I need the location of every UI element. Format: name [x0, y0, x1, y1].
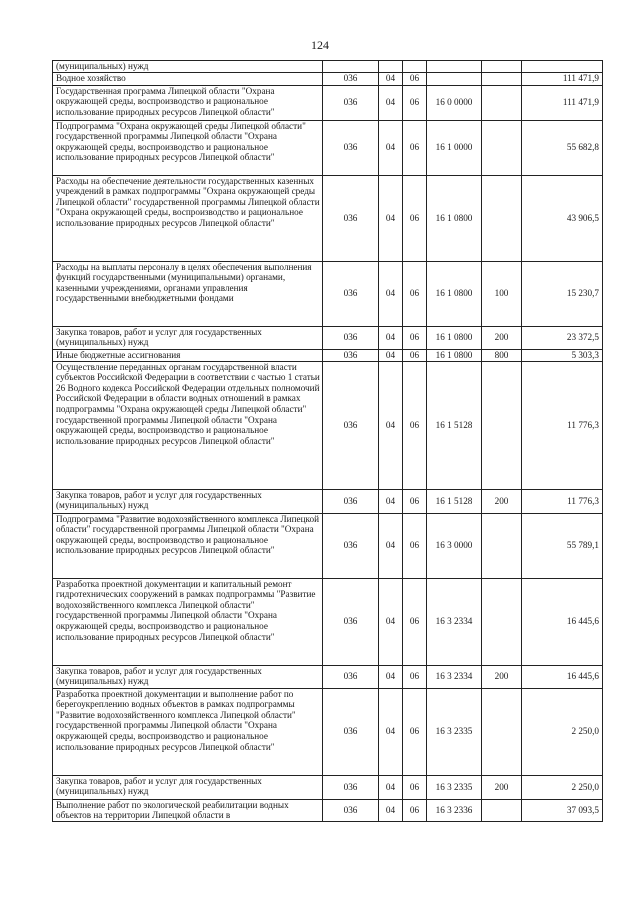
cell-ved: 036	[323, 665, 379, 688]
cell-expense-type: 800	[482, 349, 522, 361]
cell-target-article: 16 3 2335	[427, 775, 482, 799]
cell-amount: 55 789,1	[522, 513, 603, 578]
table-row	[53, 261, 603, 326]
cell-expense-type	[482, 120, 522, 175]
table-row	[53, 665, 603, 688]
table-row	[53, 175, 603, 261]
cell-name: Разработка проектной документации и капитальный ремонт гидротехнических сооружений в рамках подпрограммы "Развитие водохозяйственного комплекса Липецкой области" государственной программы Липецкой области "Охрана окружающей среды, воспроизводство и рациональное использование природных ресурсов Липецкой области"	[53, 578, 323, 665]
cell-subsection: 06	[403, 361, 427, 489]
cell-section: 04	[379, 513, 403, 578]
cell-amount: 111 471,9	[522, 85, 603, 120]
cell-section: 04	[379, 489, 403, 513]
cell-ved: 036	[323, 513, 379, 578]
cell-amount: 11 776,3	[522, 361, 603, 489]
cell-amount: 16 445,6	[522, 578, 603, 665]
cell-target-article: 16 3 2334	[427, 665, 482, 688]
cell-expense-type	[482, 85, 522, 120]
cell-target-article	[427, 61, 482, 73]
cell-section: 04	[379, 326, 403, 349]
cell-section: 04	[379, 72, 403, 85]
cell-subsection: 06	[403, 578, 427, 665]
cell-ved: 036	[323, 688, 379, 775]
cell-subsection: 06	[403, 85, 427, 120]
cell-ved: 036	[323, 775, 379, 799]
cell-section: 04	[379, 799, 403, 821]
cell-amount: 11 776,3	[522, 489, 603, 513]
table-row	[53, 61, 603, 73]
cell-amount: 37 093,5	[522, 799, 603, 821]
table-row	[53, 688, 603, 775]
cell-target-article: 16 1 5128	[427, 489, 482, 513]
cell-expense-type: 200	[482, 775, 522, 799]
cell-name: Закупка товаров, работ и услуг для государственных (муниципальных) нужд	[53, 775, 323, 799]
cell-expense-type	[482, 175, 522, 261]
cell-subsection: 06	[403, 72, 427, 85]
table-row	[53, 489, 603, 513]
cell-name: Подпрограмма "Развитие водохозяйственного комплекса Липецкой области" государственной программы Липецкой области "Охрана окружающей среды, воспроизводство и рациональное использование природных ресурсов Липецкой области"	[53, 513, 323, 578]
cell-expense-type	[482, 361, 522, 489]
cell-target-article: 16 1 0800	[427, 175, 482, 261]
cell-ved: 036	[323, 175, 379, 261]
cell-section: 04	[379, 775, 403, 799]
cell-name: Закупка товаров, работ и услуг для государственных (муниципальных) нужд	[53, 489, 323, 513]
cell-expense-type: 200	[482, 665, 522, 688]
table-row	[53, 120, 603, 175]
cell-subsection: 06	[403, 175, 427, 261]
cell-amount: 55 682,8	[522, 120, 603, 175]
cell-name: (муниципальных) нужд	[53, 61, 323, 73]
cell-ved: 036	[323, 349, 379, 361]
cell-ved: 036	[323, 120, 379, 175]
cell-ved: 036	[323, 85, 379, 120]
cell-target-article: 16 3 2336	[427, 799, 482, 821]
cell-section: 04	[379, 665, 403, 688]
cell-name: Расходы на обеспечение деятельности государственных казенных учреждений в рамках подпрограммы "Охрана окружающей среды Липецкой области" государственной программы Липецкой области "Охрана окружающей среды, воспроизводство и рациональное использование природных ресурсов Липецкой области"	[53, 175, 323, 261]
cell-target-article: 16 3 2335	[427, 688, 482, 775]
cell-name: Осуществление переданных органам государственной власти субъектов Российской Федерации в соответствии с частью 1 статьи 26 Водного кодекса Российской Федерации отдельных полномочий Российской Федерации в области водных отношений в рамках подпрограммы "Охрана окружающей среды Липецкой области" государственной программы Липецкой области "Охрана окружающей среды, воспроизводство и рациональное использование природных ресурсов Липецкой области"	[53, 361, 323, 489]
budget-table	[52, 60, 603, 822]
cell-section: 04	[379, 688, 403, 775]
cell-name: Водное хозяйство	[53, 72, 323, 85]
cell-section: 04	[379, 175, 403, 261]
cell-amount: 2 250,0	[522, 688, 603, 775]
cell-target-article: 16 3 2334	[427, 578, 482, 665]
cell-name: Разработка проектной документации и выполнение работ по берегоукреплению водных объектов в рамках подпрограммы "Развитие водохозяйственного комплекса Липецкой области" государственной программы Липецкой области "Охрана окружающей среды, воспроизводство и рациональное использование природных ресурсов Липецкой области"	[53, 688, 323, 775]
cell-subsection: 06	[403, 513, 427, 578]
cell-target-article: 16 1 0800	[427, 326, 482, 349]
cell-expense-type	[482, 61, 522, 73]
cell-section: 04	[379, 120, 403, 175]
cell-name: Закупка товаров, работ и услуг для государственных (муниципальных) нужд	[53, 665, 323, 688]
cell-amount: 2 250,0	[522, 775, 603, 799]
cell-target-article: 16 1 0000	[427, 120, 482, 175]
cell-subsection: 06	[403, 688, 427, 775]
cell-ved	[323, 61, 379, 73]
cell-target-article: 16 1 0800	[427, 261, 482, 326]
cell-ved: 036	[323, 72, 379, 85]
cell-amount	[522, 61, 603, 73]
cell-subsection: 06	[403, 489, 427, 513]
table-row	[53, 85, 603, 120]
cell-name: Подпрограмма "Охрана окружающей среды Липецкой области" государственной программы Липецкой области "Охрана окружающей среды, воспроизводство и рациональное использование природных ресурсов Липецкой области"	[53, 120, 323, 175]
cell-subsection: 06	[403, 326, 427, 349]
table-row	[53, 349, 603, 361]
budget-table-body	[53, 61, 603, 822]
page-number: 124	[311, 38, 329, 52]
table-row	[53, 72, 603, 85]
table-row	[53, 775, 603, 799]
cell-expense-type	[482, 578, 522, 665]
cell-expense-type	[482, 799, 522, 821]
cell-expense-type	[482, 513, 522, 578]
cell-name: Закупка товаров, работ и услуг для государственных (муниципальных) нужд	[53, 326, 323, 349]
cell-subsection: 06	[403, 261, 427, 326]
cell-section: 04	[379, 85, 403, 120]
cell-expense-type: 100	[482, 261, 522, 326]
cell-amount: 23 372,5	[522, 326, 603, 349]
cell-amount: 15 230,7	[522, 261, 603, 326]
cell-target-article: 16 3 0000	[427, 513, 482, 578]
cell-ved: 036	[323, 261, 379, 326]
cell-name: Иные бюджетные ассигнования	[53, 349, 323, 361]
cell-amount: 43 906,5	[522, 175, 603, 261]
cell-target-article	[427, 72, 482, 85]
cell-section: 04	[379, 361, 403, 489]
table-row	[53, 513, 603, 578]
cell-section: 04	[379, 578, 403, 665]
cell-ved: 036	[323, 489, 379, 513]
cell-subsection: 06	[403, 799, 427, 821]
cell-subsection	[403, 61, 427, 73]
cell-section: 04	[379, 349, 403, 361]
cell-section	[379, 61, 403, 73]
cell-target-article: 16 0 0000	[427, 85, 482, 120]
cell-ved: 036	[323, 361, 379, 489]
cell-expense-type	[482, 688, 522, 775]
table-row	[53, 326, 603, 349]
cell-name: Государственная программа Липецкой области "Охрана окружающей среды, воспроизводство и рациональное использование природных ресурсов Липецкой области"	[53, 85, 323, 120]
table-row	[53, 799, 603, 821]
cell-expense-type: 200	[482, 489, 522, 513]
cell-name: Выполнение работ по экологической реабилитации водных объектов на территории Липецкой области в	[53, 799, 323, 821]
cell-ved: 036	[323, 326, 379, 349]
cell-target-article: 16 1 0800	[427, 349, 482, 361]
cell-target-article: 16 1 5128	[427, 361, 482, 489]
cell-name: Расходы на выплаты персоналу в целях обеспечения выполнения функций государственными (муниципальными) органами, казенными учреждениями, органами управления государственными внебюджетными фондами	[53, 261, 323, 326]
cell-expense-type: 200	[482, 326, 522, 349]
cell-expense-type	[482, 72, 522, 85]
cell-section: 04	[379, 261, 403, 326]
cell-subsection: 06	[403, 775, 427, 799]
cell-subsection: 06	[403, 120, 427, 175]
table-row	[53, 578, 603, 665]
table-row	[53, 361, 603, 489]
cell-amount: 16 445,6	[522, 665, 603, 688]
cell-subsection: 06	[403, 349, 427, 361]
cell-amount: 5 303,3	[522, 349, 603, 361]
cell-subsection: 06	[403, 665, 427, 688]
cell-ved: 036	[323, 799, 379, 821]
cell-amount: 111 471,9	[522, 72, 603, 85]
cell-ved: 036	[323, 578, 379, 665]
